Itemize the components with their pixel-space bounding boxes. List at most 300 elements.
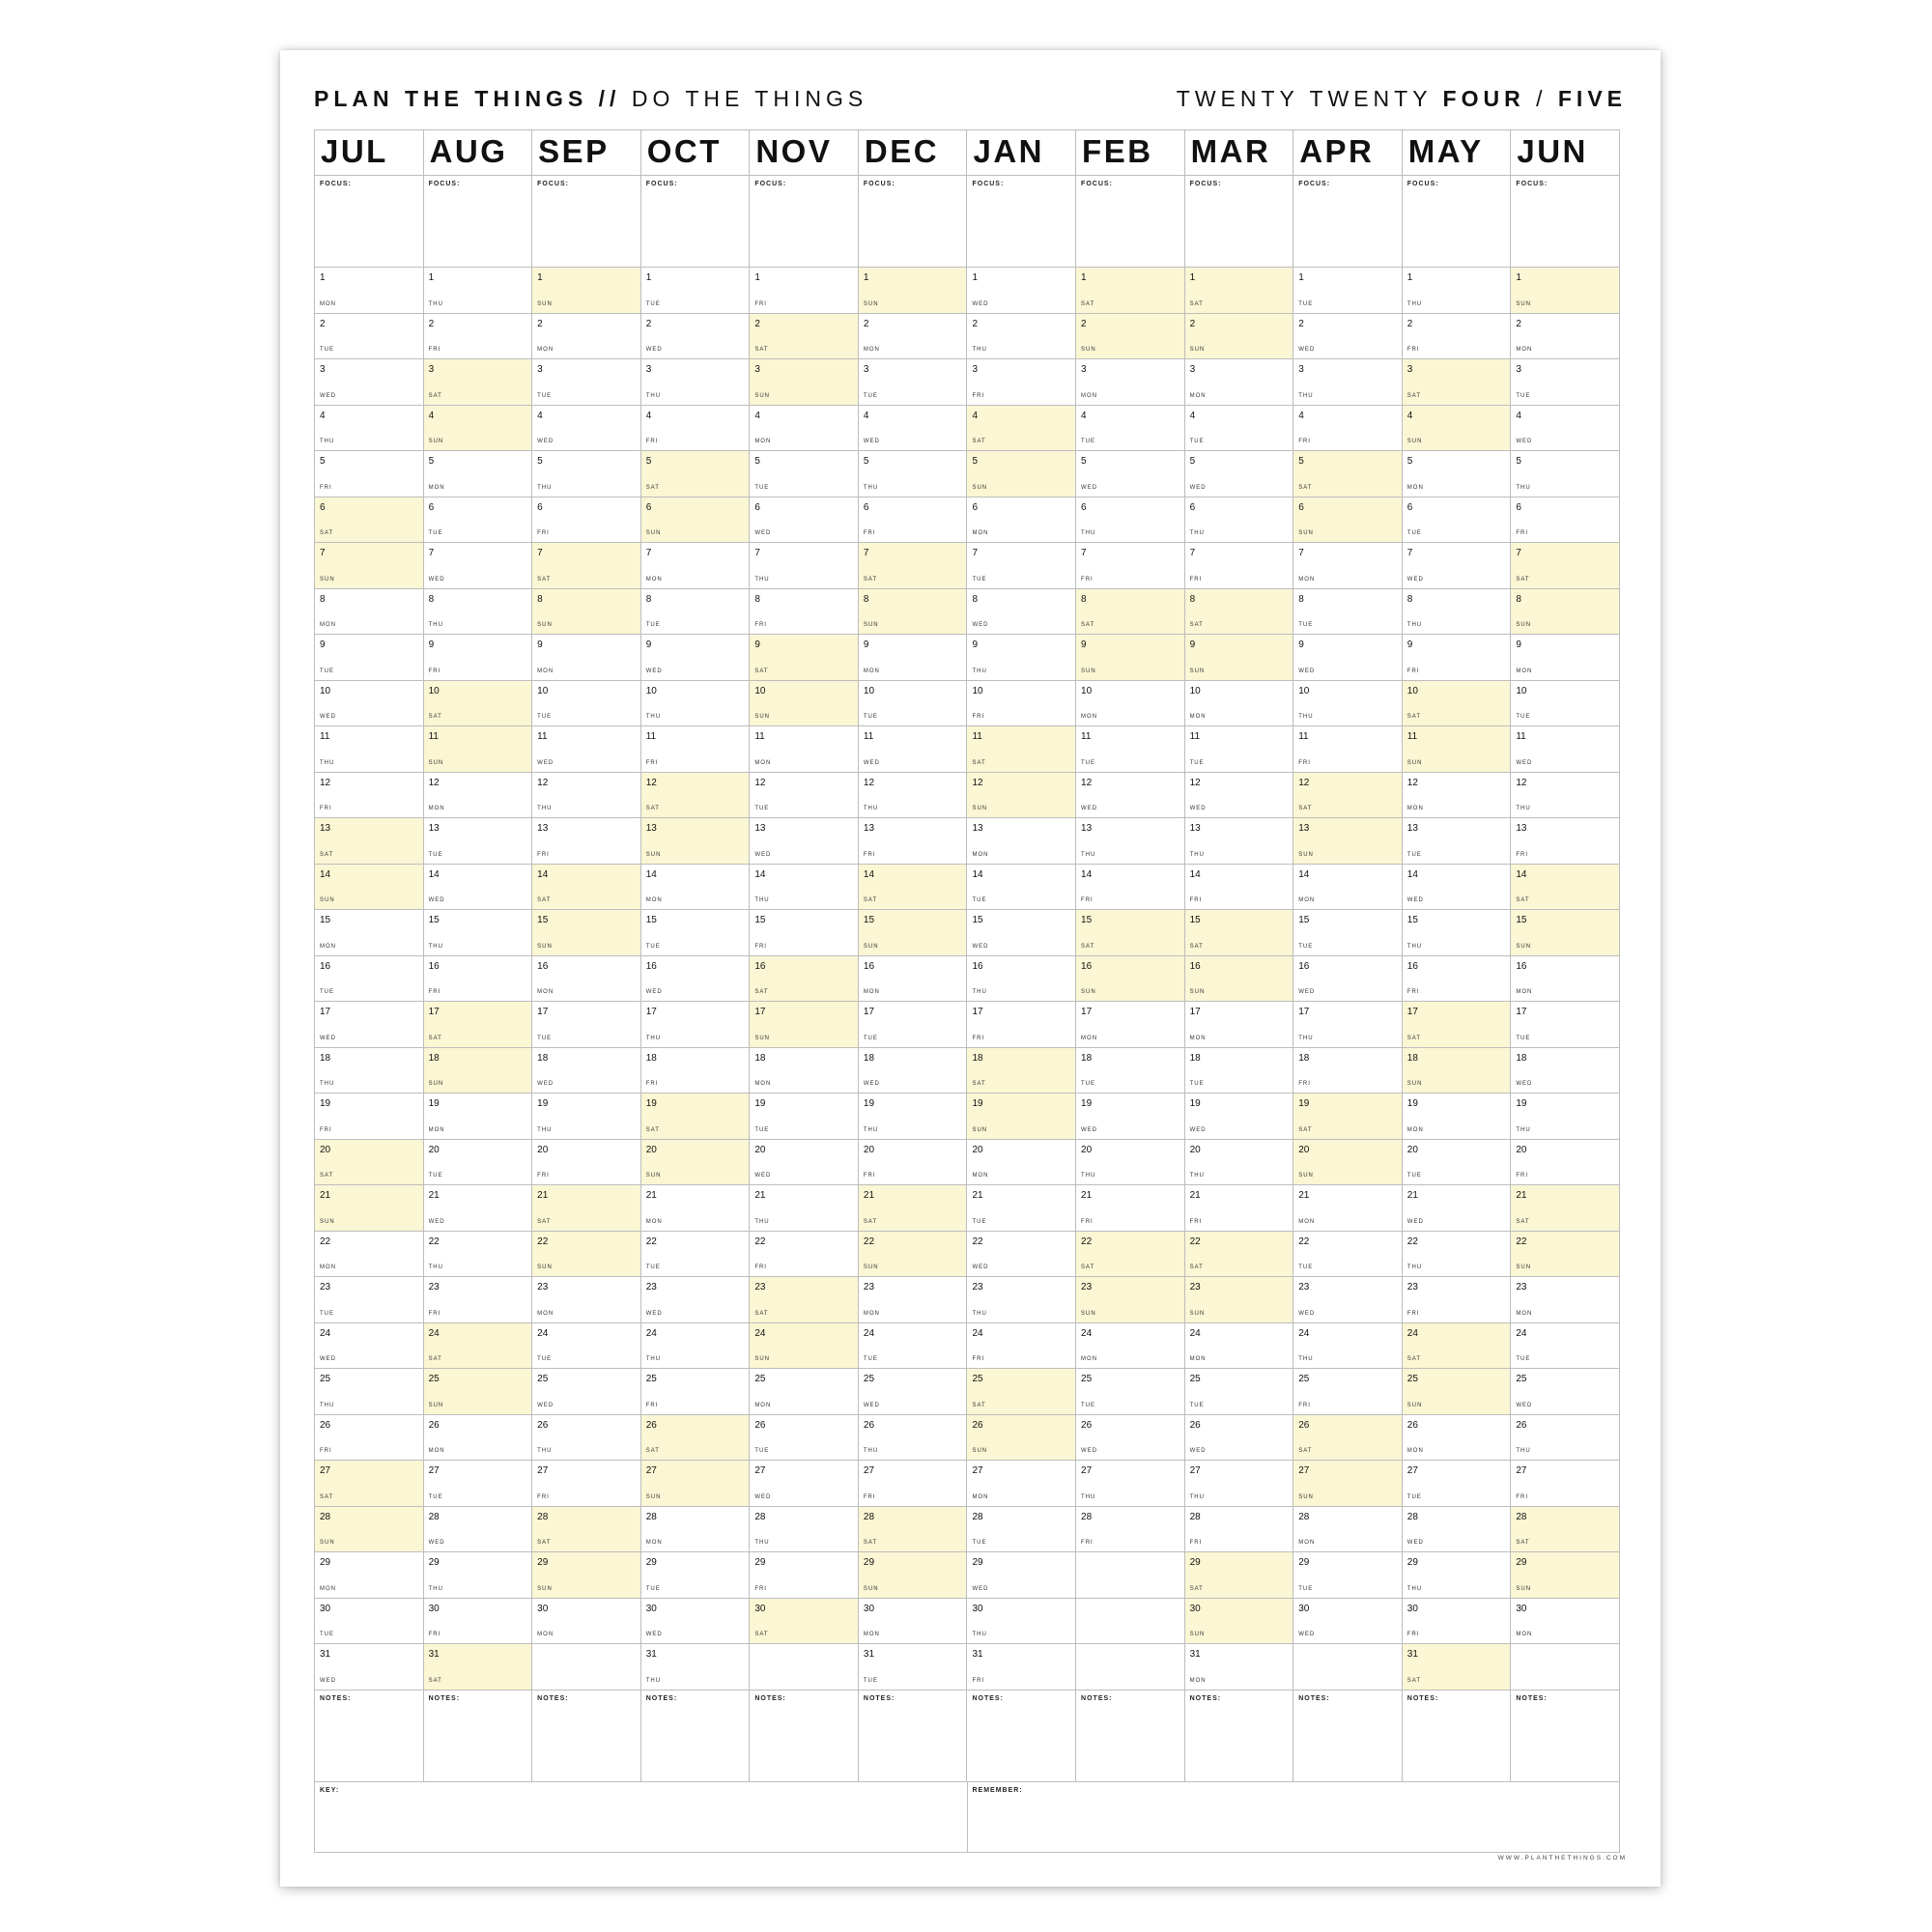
day-cell[interactable]	[967, 451, 1076, 497]
day-cell[interactable]	[1511, 910, 1620, 956]
day-cell[interactable]	[641, 1323, 751, 1370]
day-cell[interactable]	[1076, 451, 1185, 497]
day-cell[interactable]	[532, 726, 641, 773]
day-cell[interactable]	[859, 681, 968, 727]
day-cell[interactable]	[1293, 635, 1403, 681]
day-cell[interactable]	[967, 1232, 1076, 1278]
day-cell[interactable]	[1403, 1048, 1512, 1094]
day-cell[interactable]	[1293, 726, 1403, 773]
day-cell[interactable]	[315, 406, 424, 452]
day-cell[interactable]	[750, 1002, 859, 1048]
day-cell[interactable]	[1076, 543, 1185, 589]
day-cell[interactable]	[859, 1644, 968, 1690]
day-cell[interactable]	[424, 589, 533, 636]
day-cell[interactable]	[967, 589, 1076, 636]
day-cell[interactable]	[1293, 497, 1403, 544]
day-cell[interactable]	[750, 1185, 859, 1232]
day-cell[interactable]	[1185, 635, 1294, 681]
day-cell[interactable]	[859, 773, 968, 819]
day-cell[interactable]	[1185, 1277, 1294, 1323]
day-cell[interactable]	[1293, 359, 1403, 406]
day-cell[interactable]	[315, 543, 424, 589]
focus-cell-mar[interactable]	[1185, 176, 1294, 268]
focus-cell-aug[interactable]	[424, 176, 533, 268]
day-cell[interactable]	[532, 359, 641, 406]
day-cell[interactable]	[424, 497, 533, 544]
day-cell[interactable]	[859, 543, 968, 589]
day-cell[interactable]	[1511, 635, 1620, 681]
day-cell[interactable]	[1293, 406, 1403, 452]
day-cell[interactable]	[641, 359, 751, 406]
day-cell[interactable]	[315, 1415, 424, 1462]
day-cell[interactable]	[1293, 1094, 1403, 1140]
day-cell[interactable]	[1511, 1507, 1620, 1553]
day-cell[interactable]	[967, 1094, 1076, 1140]
notes-cell-sep[interactable]	[532, 1690, 641, 1782]
day-cell[interactable]	[750, 1048, 859, 1094]
day-cell[interactable]	[1185, 910, 1294, 956]
day-cell[interactable]	[750, 1232, 859, 1278]
day-cell[interactable]	[1293, 1552, 1403, 1599]
day-cell[interactable]	[641, 1277, 751, 1323]
day-cell[interactable]	[641, 1185, 751, 1232]
day-cell[interactable]	[315, 1185, 424, 1232]
day-cell[interactable]	[424, 1507, 533, 1553]
day-cell[interactable]	[1511, 1415, 1620, 1462]
day-cell[interactable]	[1185, 818, 1294, 865]
day-cell[interactable]	[1185, 1232, 1294, 1278]
focus-cell-jun[interactable]	[1511, 176, 1620, 268]
day-cell[interactable]	[1076, 314, 1185, 360]
day-cell[interactable]	[1293, 1599, 1403, 1645]
day-cell[interactable]	[1403, 773, 1512, 819]
day-cell[interactable]	[967, 818, 1076, 865]
day-cell[interactable]	[967, 1461, 1076, 1507]
day-cell[interactable]	[1185, 1048, 1294, 1094]
day-cell[interactable]	[1076, 773, 1185, 819]
day-cell[interactable]	[532, 910, 641, 956]
day-cell[interactable]	[1511, 589, 1620, 636]
day-cell[interactable]	[315, 1644, 424, 1690]
day-cell[interactable]	[1185, 681, 1294, 727]
day-cell[interactable]	[641, 589, 751, 636]
day-cell[interactable]	[641, 910, 751, 956]
day-cell[interactable]	[1511, 1140, 1620, 1186]
day-cell[interactable]	[967, 1002, 1076, 1048]
day-cell[interactable]	[1185, 268, 1294, 314]
day-cell[interactable]	[641, 1048, 751, 1094]
notes-cell-dec[interactable]	[859, 1690, 968, 1782]
remember-box[interactable]	[968, 1782, 1621, 1853]
day-cell[interactable]	[1293, 1415, 1403, 1462]
day-cell[interactable]	[1076, 726, 1185, 773]
day-cell[interactable]	[859, 1507, 968, 1553]
day-cell[interactable]	[424, 1599, 533, 1645]
day-cell[interactable]	[315, 726, 424, 773]
day-cell[interactable]	[1403, 910, 1512, 956]
day-cell[interactable]	[641, 406, 751, 452]
day-cell[interactable]	[1511, 406, 1620, 452]
day-cell[interactable]	[1293, 1048, 1403, 1094]
day-cell[interactable]	[1511, 1599, 1620, 1645]
day-cell[interactable]	[641, 1140, 751, 1186]
day-cell[interactable]	[967, 1415, 1076, 1462]
day-cell[interactable]	[967, 1277, 1076, 1323]
day-cell[interactable]	[750, 956, 859, 1003]
day-cell[interactable]	[424, 543, 533, 589]
day-cell[interactable]	[750, 773, 859, 819]
day-cell[interactable]	[641, 1002, 751, 1048]
day-cell[interactable]	[315, 635, 424, 681]
day-cell[interactable]	[532, 1323, 641, 1370]
day-cell[interactable]	[1185, 1002, 1294, 1048]
day-cell[interactable]	[1185, 1644, 1294, 1690]
day-cell[interactable]	[859, 1415, 968, 1462]
day-cell[interactable]	[1185, 773, 1294, 819]
day-cell[interactable]	[532, 818, 641, 865]
day-cell[interactable]	[532, 1415, 641, 1462]
day-cell[interactable]	[1293, 268, 1403, 314]
day-cell[interactable]	[1403, 1369, 1512, 1415]
focus-cell-dec[interactable]	[859, 176, 968, 268]
day-cell[interactable]	[532, 1277, 641, 1323]
day-cell[interactable]	[315, 1323, 424, 1370]
day-cell[interactable]	[1076, 635, 1185, 681]
day-cell[interactable]	[967, 1552, 1076, 1599]
day-cell[interactable]	[967, 359, 1076, 406]
day-cell[interactable]	[641, 773, 751, 819]
day-cell[interactable]	[1293, 1369, 1403, 1415]
day-cell[interactable]	[532, 1461, 641, 1507]
day-cell[interactable]	[1511, 1369, 1620, 1415]
notes-cell-jul[interactable]	[315, 1690, 424, 1782]
day-cell[interactable]	[859, 1277, 968, 1323]
day-cell[interactable]	[1403, 1232, 1512, 1278]
day-cell[interactable]	[1403, 543, 1512, 589]
day-cell[interactable]	[1403, 1415, 1512, 1462]
day-cell[interactable]	[532, 1185, 641, 1232]
day-cell[interactable]	[967, 681, 1076, 727]
day-cell[interactable]	[1076, 865, 1185, 911]
day-cell[interactable]	[1185, 1461, 1294, 1507]
focus-cell-apr[interactable]	[1293, 176, 1403, 268]
day-cell[interactable]	[532, 543, 641, 589]
day-cell[interactable]	[859, 406, 968, 452]
day-cell[interactable]	[750, 635, 859, 681]
day-cell[interactable]	[315, 773, 424, 819]
day-cell[interactable]	[859, 1002, 968, 1048]
day-cell[interactable]	[641, 543, 751, 589]
day-cell[interactable]	[1511, 1277, 1620, 1323]
day-cell[interactable]	[315, 1094, 424, 1140]
day-cell[interactable]	[532, 1002, 641, 1048]
day-cell[interactable]	[1511, 1185, 1620, 1232]
day-cell[interactable]	[1293, 1140, 1403, 1186]
day-cell[interactable]	[967, 314, 1076, 360]
day-cell[interactable]	[750, 910, 859, 956]
day-cell[interactable]	[424, 451, 533, 497]
focus-cell-feb[interactable]	[1076, 176, 1185, 268]
day-cell[interactable]	[859, 1232, 968, 1278]
day-cell[interactable]	[424, 1323, 533, 1370]
day-cell[interactable]	[641, 268, 751, 314]
day-cell[interactable]	[641, 314, 751, 360]
day-cell[interactable]	[315, 1369, 424, 1415]
day-cell[interactable]	[315, 1507, 424, 1553]
day-cell[interactable]	[1511, 1323, 1620, 1370]
day-cell[interactable]	[1293, 1323, 1403, 1370]
day-cell[interactable]	[750, 1507, 859, 1553]
day-cell[interactable]	[1511, 359, 1620, 406]
day-cell[interactable]	[1293, 956, 1403, 1003]
day-cell[interactable]	[1293, 589, 1403, 636]
day-cell[interactable]	[315, 681, 424, 727]
day-cell[interactable]	[532, 1507, 641, 1553]
day-cell[interactable]	[859, 589, 968, 636]
day-cell[interactable]	[750, 1140, 859, 1186]
day-cell[interactable]	[424, 1644, 533, 1690]
day-cell[interactable]	[967, 956, 1076, 1003]
day-cell[interactable]	[641, 681, 751, 727]
day-cell[interactable]	[1076, 1048, 1185, 1094]
notes-cell-nov[interactable]	[750, 1690, 859, 1782]
day-cell[interactable]	[315, 910, 424, 956]
day-cell[interactable]	[424, 1094, 533, 1140]
day-cell[interactable]	[750, 1094, 859, 1140]
day-cell[interactable]	[967, 865, 1076, 911]
day-cell[interactable]	[315, 1277, 424, 1323]
day-cell[interactable]	[1185, 1185, 1294, 1232]
day-cell[interactable]	[1511, 1048, 1620, 1094]
day-cell[interactable]	[1185, 1094, 1294, 1140]
day-cell[interactable]	[1403, 359, 1512, 406]
day-cell[interactable]	[967, 1323, 1076, 1370]
day-cell[interactable]	[424, 1369, 533, 1415]
day-cell[interactable]	[1185, 726, 1294, 773]
day-cell[interactable]	[750, 726, 859, 773]
day-cell[interactable]	[1293, 1507, 1403, 1553]
day-cell[interactable]	[967, 1185, 1076, 1232]
day-cell[interactable]	[1076, 268, 1185, 314]
day-cell[interactable]	[532, 773, 641, 819]
day-cell[interactable]	[641, 451, 751, 497]
day-cell[interactable]	[1185, 956, 1294, 1003]
notes-cell-jun[interactable]	[1511, 1690, 1620, 1782]
day-cell[interactable]	[859, 635, 968, 681]
day-cell[interactable]	[750, 1415, 859, 1462]
day-cell[interactable]	[641, 1232, 751, 1278]
day-cell[interactable]	[1403, 681, 1512, 727]
day-cell[interactable]	[1403, 635, 1512, 681]
day-cell[interactable]	[1076, 406, 1185, 452]
day-cell[interactable]	[641, 1094, 751, 1140]
day-cell[interactable]	[532, 589, 641, 636]
day-cell[interactable]	[424, 910, 533, 956]
day-cell[interactable]	[1403, 1002, 1512, 1048]
day-cell[interactable]	[641, 1644, 751, 1690]
day-cell[interactable]	[1293, 910, 1403, 956]
day-cell[interactable]	[424, 865, 533, 911]
day-cell[interactable]	[1403, 1185, 1512, 1232]
day-cell[interactable]	[424, 406, 533, 452]
day-cell[interactable]	[1293, 1185, 1403, 1232]
day-cell[interactable]	[750, 359, 859, 406]
day-cell[interactable]	[1403, 497, 1512, 544]
day-cell[interactable]	[1403, 1323, 1512, 1370]
day-cell[interactable]	[1076, 956, 1185, 1003]
day-cell[interactable]	[967, 497, 1076, 544]
day-cell[interactable]	[967, 1507, 1076, 1553]
day-cell[interactable]	[1403, 314, 1512, 360]
day-cell[interactable]	[532, 635, 641, 681]
day-cell[interactable]	[1403, 818, 1512, 865]
day-cell[interactable]	[315, 818, 424, 865]
day-cell[interactable]	[641, 1461, 751, 1507]
day-cell[interactable]	[641, 635, 751, 681]
day-cell[interactable]	[1076, 1094, 1185, 1140]
day-cell[interactable]	[1076, 1002, 1185, 1048]
day-cell[interactable]	[750, 1599, 859, 1645]
focus-cell-jul[interactable]	[315, 176, 424, 268]
day-cell[interactable]	[1511, 1552, 1620, 1599]
day-cell[interactable]	[750, 589, 859, 636]
day-cell[interactable]	[424, 1552, 533, 1599]
day-cell[interactable]	[315, 314, 424, 360]
day-cell[interactable]	[1185, 359, 1294, 406]
day-cell[interactable]	[1403, 1140, 1512, 1186]
day-cell[interactable]	[1185, 497, 1294, 544]
day-cell[interactable]	[859, 956, 968, 1003]
day-cell[interactable]	[1293, 543, 1403, 589]
day-cell[interactable]	[1185, 1140, 1294, 1186]
day-cell[interactable]	[315, 956, 424, 1003]
day-cell[interactable]	[1511, 726, 1620, 773]
day-cell[interactable]	[532, 1369, 641, 1415]
day-cell[interactable]	[641, 726, 751, 773]
day-cell[interactable]	[532, 1599, 641, 1645]
day-cell[interactable]	[532, 406, 641, 452]
day-cell[interactable]	[750, 865, 859, 911]
day-cell[interactable]	[641, 1507, 751, 1553]
day-cell[interactable]	[1076, 1461, 1185, 1507]
notes-cell-aug[interactable]	[424, 1690, 533, 1782]
day-cell[interactable]	[1403, 268, 1512, 314]
day-cell[interactable]	[1511, 773, 1620, 819]
day-cell[interactable]	[1403, 451, 1512, 497]
day-cell[interactable]	[1293, 681, 1403, 727]
day-cell[interactable]	[1076, 818, 1185, 865]
day-cell[interactable]	[315, 1552, 424, 1599]
day-cell[interactable]	[750, 1277, 859, 1323]
day-cell[interactable]	[1076, 359, 1185, 406]
day-cell[interactable]	[1185, 865, 1294, 911]
day-cell[interactable]	[424, 635, 533, 681]
day-cell[interactable]	[641, 1369, 751, 1415]
day-cell[interactable]	[859, 314, 968, 360]
day-cell[interactable]	[859, 865, 968, 911]
day-cell[interactable]	[641, 1415, 751, 1462]
day-cell[interactable]	[967, 268, 1076, 314]
day-cell[interactable]	[1511, 314, 1620, 360]
day-cell[interactable]	[1076, 1140, 1185, 1186]
day-cell[interactable]	[315, 359, 424, 406]
day-cell[interactable]	[315, 865, 424, 911]
day-cell[interactable]	[1076, 1185, 1185, 1232]
day-cell[interactable]	[859, 1599, 968, 1645]
day-cell[interactable]	[532, 1552, 641, 1599]
day-cell[interactable]	[1293, 314, 1403, 360]
day-cell[interactable]	[967, 1599, 1076, 1645]
day-cell[interactable]	[1403, 1644, 1512, 1690]
day-cell[interactable]	[859, 1094, 968, 1140]
day-cell[interactable]	[424, 818, 533, 865]
day-cell[interactable]	[1403, 1461, 1512, 1507]
day-cell[interactable]	[750, 451, 859, 497]
notes-cell-mar[interactable]	[1185, 1690, 1294, 1782]
day-cell[interactable]	[750, 543, 859, 589]
day-cell[interactable]	[1511, 865, 1620, 911]
day-cell[interactable]	[1076, 589, 1185, 636]
day-cell[interactable]	[424, 314, 533, 360]
day-cell[interactable]	[859, 1369, 968, 1415]
day-cell[interactable]	[1403, 865, 1512, 911]
day-cell[interactable]	[859, 1048, 968, 1094]
day-cell[interactable]	[750, 1323, 859, 1370]
day-cell[interactable]	[424, 1461, 533, 1507]
day-cell[interactable]	[1185, 589, 1294, 636]
day-cell[interactable]	[424, 956, 533, 1003]
day-cell[interactable]	[1511, 681, 1620, 727]
day-cell[interactable]	[859, 910, 968, 956]
day-cell[interactable]	[859, 497, 968, 544]
day-cell[interactable]	[532, 865, 641, 911]
day-cell[interactable]	[967, 1369, 1076, 1415]
focus-cell-nov[interactable]	[750, 176, 859, 268]
day-cell[interactable]	[967, 1644, 1076, 1690]
day-cell[interactable]	[424, 681, 533, 727]
day-cell[interactable]	[750, 406, 859, 452]
day-cell[interactable]	[641, 497, 751, 544]
day-cell[interactable]	[1511, 497, 1620, 544]
day-cell[interactable]	[1076, 1232, 1185, 1278]
day-cell[interactable]	[1293, 451, 1403, 497]
day-cell[interactable]	[1511, 1094, 1620, 1140]
notes-cell-oct[interactable]	[641, 1690, 751, 1782]
day-cell[interactable]	[1511, 1232, 1620, 1278]
day-cell[interactable]	[424, 1140, 533, 1186]
day-cell[interactable]	[1076, 497, 1185, 544]
focus-cell-sep[interactable]	[532, 176, 641, 268]
day-cell[interactable]	[532, 681, 641, 727]
day-cell[interactable]	[1511, 956, 1620, 1003]
day-cell[interactable]	[315, 1140, 424, 1186]
notes-cell-may[interactable]	[1403, 1690, 1512, 1782]
day-cell[interactable]	[1185, 1323, 1294, 1370]
day-cell[interactable]	[967, 1048, 1076, 1094]
day-cell[interactable]	[315, 1048, 424, 1094]
day-cell[interactable]	[424, 1277, 533, 1323]
day-cell[interactable]	[859, 1323, 968, 1370]
day-cell[interactable]	[1293, 865, 1403, 911]
day-cell[interactable]	[859, 268, 968, 314]
day-cell[interactable]	[859, 726, 968, 773]
notes-cell-jan[interactable]	[967, 1690, 1076, 1782]
day-cell[interactable]	[1511, 818, 1620, 865]
day-cell[interactable]	[1185, 1415, 1294, 1462]
day-cell[interactable]	[1185, 543, 1294, 589]
day-cell[interactable]	[859, 359, 968, 406]
day-cell[interactable]	[750, 1461, 859, 1507]
